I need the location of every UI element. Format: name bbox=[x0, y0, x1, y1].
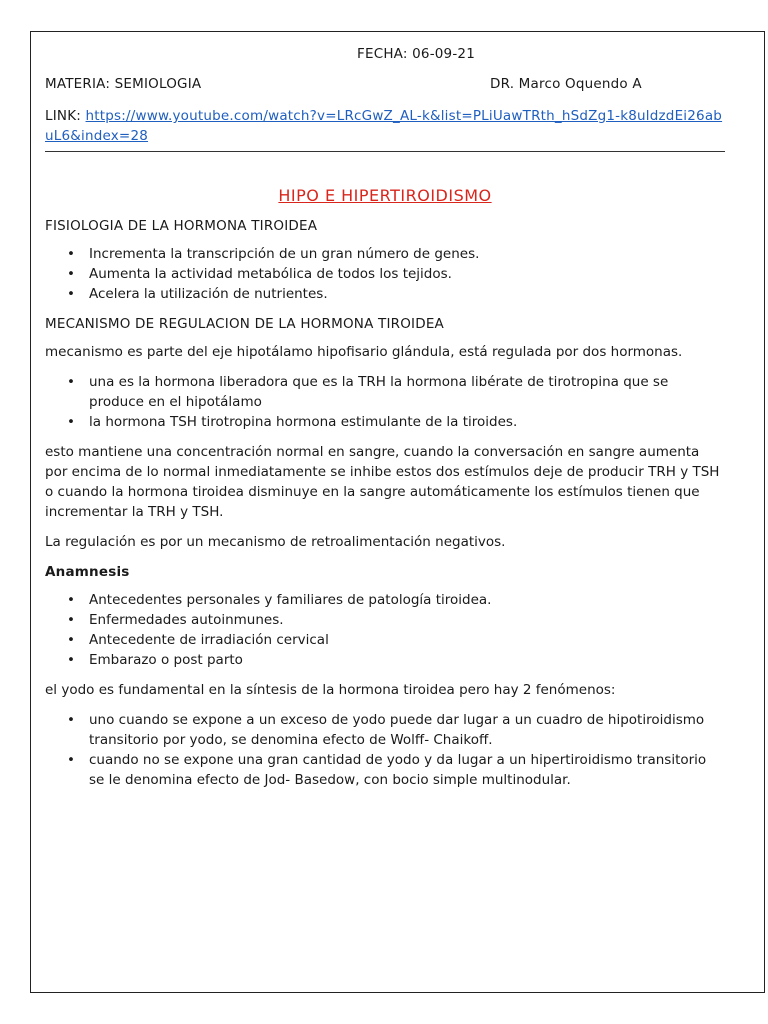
document-title: HIPO E HIPERTIROIDISMO bbox=[278, 186, 492, 205]
link-row bbox=[45, 106, 725, 146]
paragraph: La regulación es por un mecanismo de retroalimentación negativos. bbox=[45, 534, 506, 550]
video-link[interactable]: https://www.youtube.com/watch?v=LRcGwZ_AL-k&list=PLiUawTRth_hSdZg1-k8uldzdEi26abuL6&index=28 bbox=[45, 108, 723, 144]
list-item: • Acelera la utilización de nutrientes. bbox=[89, 284, 725, 304]
list-item: • Antecedente de irradiación cervical bbox=[89, 630, 725, 650]
section-heading-mecanismo: MECANISMO DE REGULACION DE LA HORMONA TIROIDEA bbox=[45, 316, 444, 332]
link-label: LINK: bbox=[45, 108, 82, 124]
list-item: • la hormona TSH tirotropina hormona estimulante de la tiroides. bbox=[89, 412, 725, 432]
section-heading-fisiologia: FISIOLOGIA DE LA HORMONA TIROIDEA bbox=[45, 218, 318, 234]
list-item: • Aumenta la actividad metabólica de todos los tejidos. bbox=[89, 264, 725, 284]
document-body bbox=[45, 186, 725, 800]
fisiologia-list bbox=[45, 244, 725, 304]
mecanismo-list bbox=[45, 372, 725, 432]
list-item: • uno cuando se expone a un exceso de yodo puede dar lugar a un cuadro de hipotiroidismo transitorio por yodo, se denomina efecto de Wolff- Chaikoff. bbox=[89, 710, 725, 750]
header-divider bbox=[45, 151, 725, 152]
section-heading-anamnesis: Anamnesis bbox=[45, 564, 130, 580]
paragraph: esto mantiene una concentración normal en sangre, cuando la conversación en sangre aumenta por encima de lo normal inmediatamente se inhibe estos dos estímulos deje de producir TRH y TSH o cuando la hormona tiroidea disminuye en la sangre automáticamente los estímulos tienen que incrementar la TRH y TSH. bbox=[45, 444, 720, 520]
yodo-list bbox=[45, 710, 725, 790]
list-item: • Antecedentes personales y familiares de patología tiroidea. bbox=[89, 590, 725, 610]
list-item: • cuando no se expone una gran cantidad de yodo y da lugar a un hipertiroidismo transitorio se le denomina efecto de Jod- Basedow, con bocio simple multinodular. bbox=[89, 750, 725, 790]
list-item: • una es la hormona liberadora que es la TRH la hormona libérate de tirotropina que se produce en el hipotálamo bbox=[89, 372, 725, 412]
anamnesis-list bbox=[45, 590, 725, 670]
list-item: • Embarazo o post parto bbox=[89, 650, 725, 670]
list-item: • Enfermedades autoinmunes. bbox=[89, 610, 725, 630]
subject-label: MATERIA: SEMIOLOGIA bbox=[45, 76, 202, 92]
paragraph: el yodo es fundamental en la síntesis de la hormona tiroidea pero hay 2 fenómenos: bbox=[45, 682, 616, 698]
doctor-label: DR. Marco Oquendo A bbox=[490, 76, 642, 92]
date-label: FECHA: 06-09-21 bbox=[357, 46, 475, 62]
paragraph: mecanismo es parte del eje hipotálamo hipofisario glándula, está regulada por dos hormonas. bbox=[45, 344, 683, 360]
list-item: • Incrementa la transcripción de un gran número de genes. bbox=[89, 244, 725, 264]
